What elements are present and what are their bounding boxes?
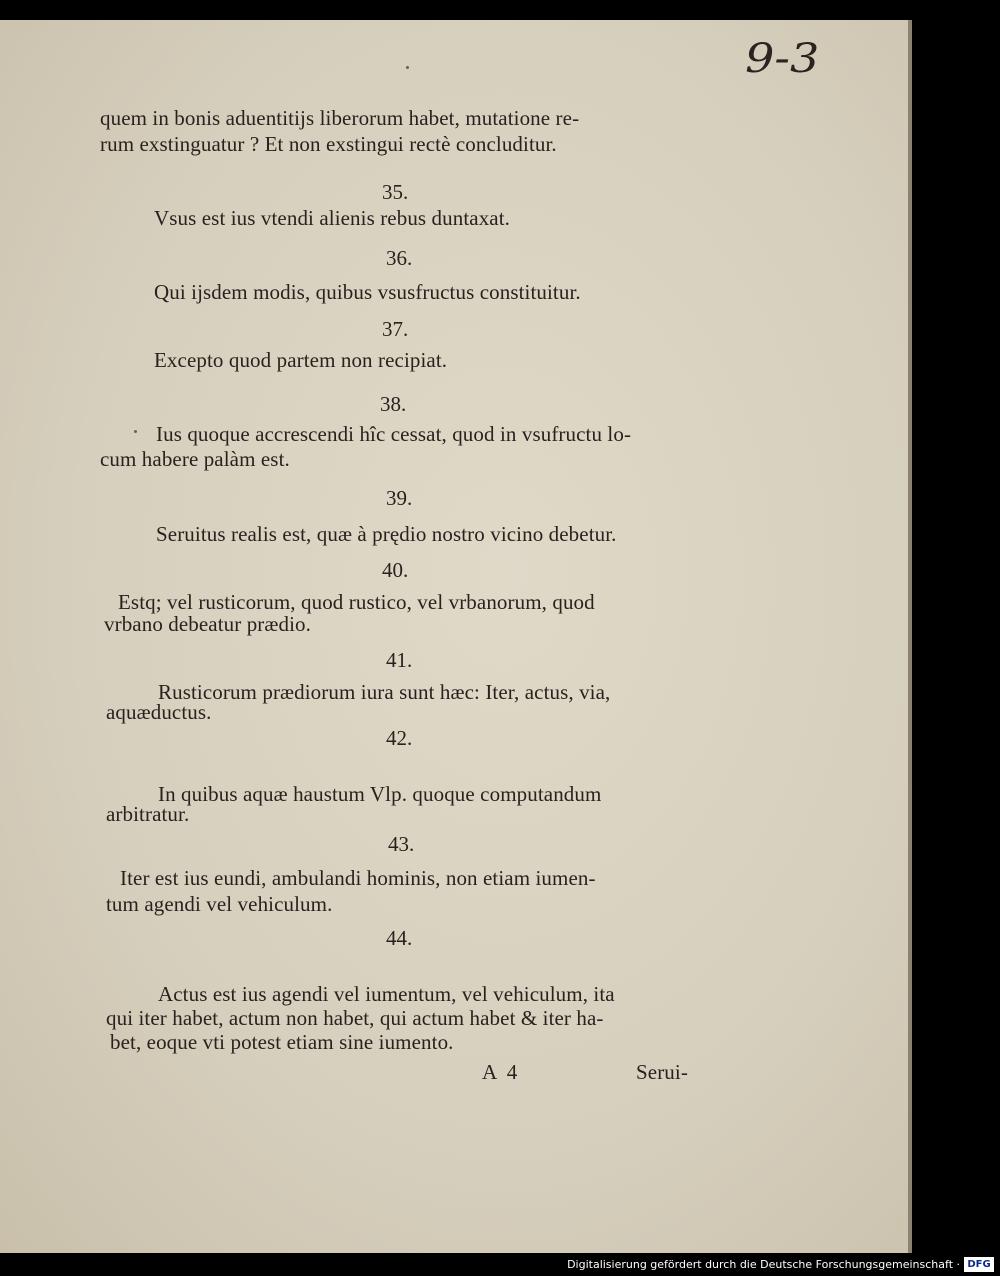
section-number: 36. [386, 246, 413, 270]
funding-notice: Digitalisierung gefördert durch die Deutsche Forschungsgemeinschaft · [567, 1258, 960, 1271]
ink-speck [406, 66, 409, 69]
text-line: cum habere palàm est. [100, 447, 290, 471]
folio-number: 9-3 [745, 36, 820, 82]
text-line: arbitratur. [106, 802, 190, 826]
footer-bar [0, 1255, 1000, 1276]
section-number: 41. [386, 648, 413, 672]
signature-mark: A 4 [482, 1060, 518, 1084]
text-line: Ius quoque accrescendi hîc cessat, quod in vsufructu lo- [156, 422, 632, 446]
text-line: qui iter habet, actum non habet, qui actum habet & iter ha- [106, 1006, 604, 1030]
text-line: aquæductus. [106, 700, 212, 724]
section-number: 44. [386, 926, 413, 950]
section-number: 43. [388, 832, 415, 856]
section-number: 37. [382, 317, 409, 341]
dfg-logo: DFG [964, 1257, 994, 1272]
page-edge [908, 20, 912, 1253]
text-line: vrbano debeatur prædio. [104, 612, 311, 636]
text-line: Vsus est ius vtendi alienis rebus duntaxat. [154, 206, 510, 230]
text-line: Qui ijsdem modis, quibus vsusfructus constituitur. [154, 280, 581, 304]
section-number: 35. [382, 180, 409, 204]
text-line: Actus est ius agendi vel iumentum, vel vehiculum, ita [158, 982, 615, 1006]
catchword: Serui- [636, 1060, 688, 1084]
text-line: bet, eoque vti potest etiam sine iumento. [110, 1030, 454, 1054]
text-line: Estq; vel rusticorum, quod rustico, vel vrbanorum, quod [118, 590, 595, 614]
section-number: 39. [386, 486, 413, 510]
text-line: In quibus aquæ haustum Vlp. quoque computandum [158, 782, 602, 806]
ink-speck [134, 430, 137, 433]
text-line: Iter est ius eundi, ambulandi hominis, non etiam iumen- [120, 866, 596, 890]
text-line: Seruitus realis est, quæ à prędio nostro vicino debetur. [156, 522, 617, 546]
section-number: 40. [382, 558, 409, 582]
text-line: rum exstinguatur ? Et non exstingui rectè concluditur. [100, 132, 557, 156]
section-number: 38. [380, 392, 407, 416]
text-line: Rusticorum prædiorum iura sunt hæc: Iter, actus, via, [158, 680, 611, 704]
text-line: tum agendi vel vehiculum. [106, 892, 333, 916]
section-number: 42. [386, 726, 413, 750]
text-line: quem in bonis aduentitijs liberorum habet, mutatione re- [100, 106, 580, 130]
text-line: Excepto quod partem non recipiat. [154, 348, 448, 372]
